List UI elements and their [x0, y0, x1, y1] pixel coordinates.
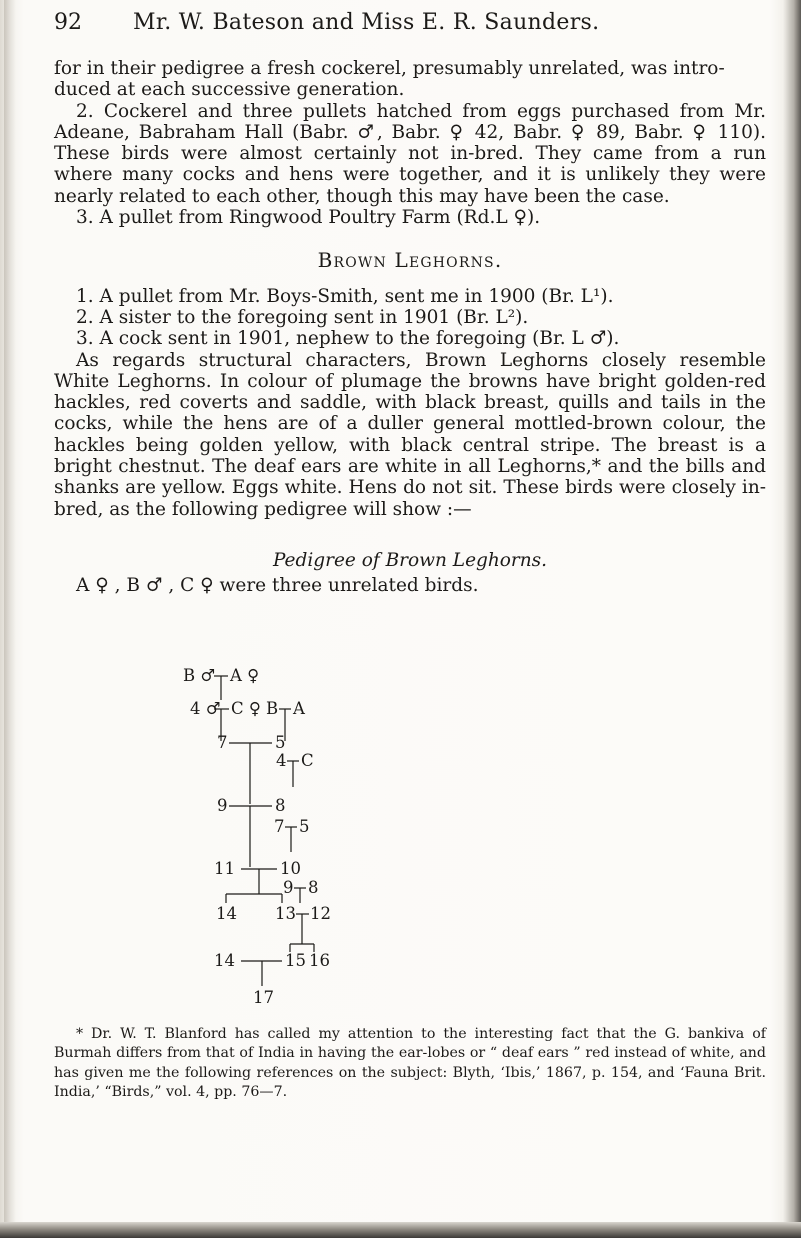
node-a-female: A ♀	[230, 666, 260, 685]
node-7: 7	[217, 733, 228, 752]
brown-leghorn-item-3: 3. A cock sent in 1901, nephew to the foregoing (Br. L ♂).	[76, 328, 620, 350]
node-4-male: 4 ♂	[190, 699, 221, 718]
node-14-second: 14	[214, 951, 235, 970]
node-a: A	[293, 699, 305, 718]
node-12: 12	[310, 904, 331, 923]
node-13: 13	[275, 904, 296, 923]
pedigree-title: Pedigree of Brown Leghorns.	[272, 549, 548, 571]
page-number: 92	[54, 10, 82, 35]
brown-leghorn-description: As regards structural characters, Brown Leghorns closely resemble White Leghorns. In colour of plumage the browns have bright golden-red hackles, red coverts and saddle, with black breast, quills and tails in the cocks, while the hens are of a duller general mottled-brown colour, the hackles being golden yellow, with black central stripe. The breast is a bright chestnut. The deaf ears are white in all Leghorns,* and the bills and shanks are yellow. Eggs white. Hens do not sit. These birds were closely in-bred, as the following pedigree will show :—	[54, 349, 766, 520]
footnote-text: * Dr. W. T. Blanford has called my attention to the interesting fact that the G. bankiva of Burmah differs from that of India in having the ear-lobes or “ deaf ears ” red instead of white, and has given me the following references on the subject: Blyth, ‘Ibis,’ 1867, p. 154, and ‘Fauna Brit. India,’ “Birds,” vol. 4, pp. 76—7.	[54, 1026, 766, 1101]
pedigree-labels	[183, 666, 331, 1007]
node-14: 14	[216, 904, 237, 923]
white-leghorn-item-3: 3. A pullet from Ringwood Poultry Farm (Rd.L ♀).	[76, 207, 541, 229]
node-b: B	[266, 699, 279, 718]
white-leghorn-item-2: 2. Cockerel and three pullets hatched from eggs purchased from Mr. Adeane, Babraham Hall (Babr. ♂, Babr. ♀ 42, Babr. ♀ 89, Babr. ♀ 110). These birds were almost certainly not in-bred. They came from a run where many cocks and hens were together, and it is unlikely they were nearly related to each other, though this may have been the case.	[54, 100, 766, 207]
node-8-second: 8	[308, 878, 319, 897]
node-8: 8	[275, 796, 286, 815]
node-17: 17	[253, 988, 274, 1007]
node-5: 5	[275, 733, 286, 752]
node-7-second: 7	[274, 817, 285, 836]
node-9-second: 9	[283, 878, 294, 897]
section-heading-brown-leghorns: Brown Leghorns.	[317, 248, 503, 273]
node-16: 16	[309, 951, 330, 970]
node-c-female: C ♀	[231, 699, 261, 718]
brown-leghorn-item-1: 1. A pullet from Mr. Boys-Smith, sent me in 1900 (Br. L¹).	[76, 285, 614, 307]
node-9: 9	[217, 796, 228, 815]
node-15: 15	[285, 951, 306, 970]
node-10: 10	[280, 859, 301, 878]
pedigree-founders-note: A ♀ , B ♂ , C ♀ were three unrelated birds.	[76, 575, 479, 597]
running-title: Mr. W. Bateson and Miss E. R. Saunders.	[133, 10, 600, 35]
node-4: 4	[276, 751, 287, 770]
node-b-male: B ♂	[183, 666, 216, 685]
continued-line-1: for in their pedigree a fresh cockerel, presumably unrelated, was intro-	[54, 58, 725, 79]
node-5-second: 5	[299, 817, 310, 836]
footnote	[54, 1025, 766, 1103]
brown-leghorn-item-2: 2. A sister to the foregoing sent in 1901 (Br. L²).	[76, 306, 529, 328]
continued-line-2: duced at each successive generation.	[54, 79, 405, 101]
node-11: 11	[214, 859, 235, 878]
node-c: C	[301, 751, 314, 770]
